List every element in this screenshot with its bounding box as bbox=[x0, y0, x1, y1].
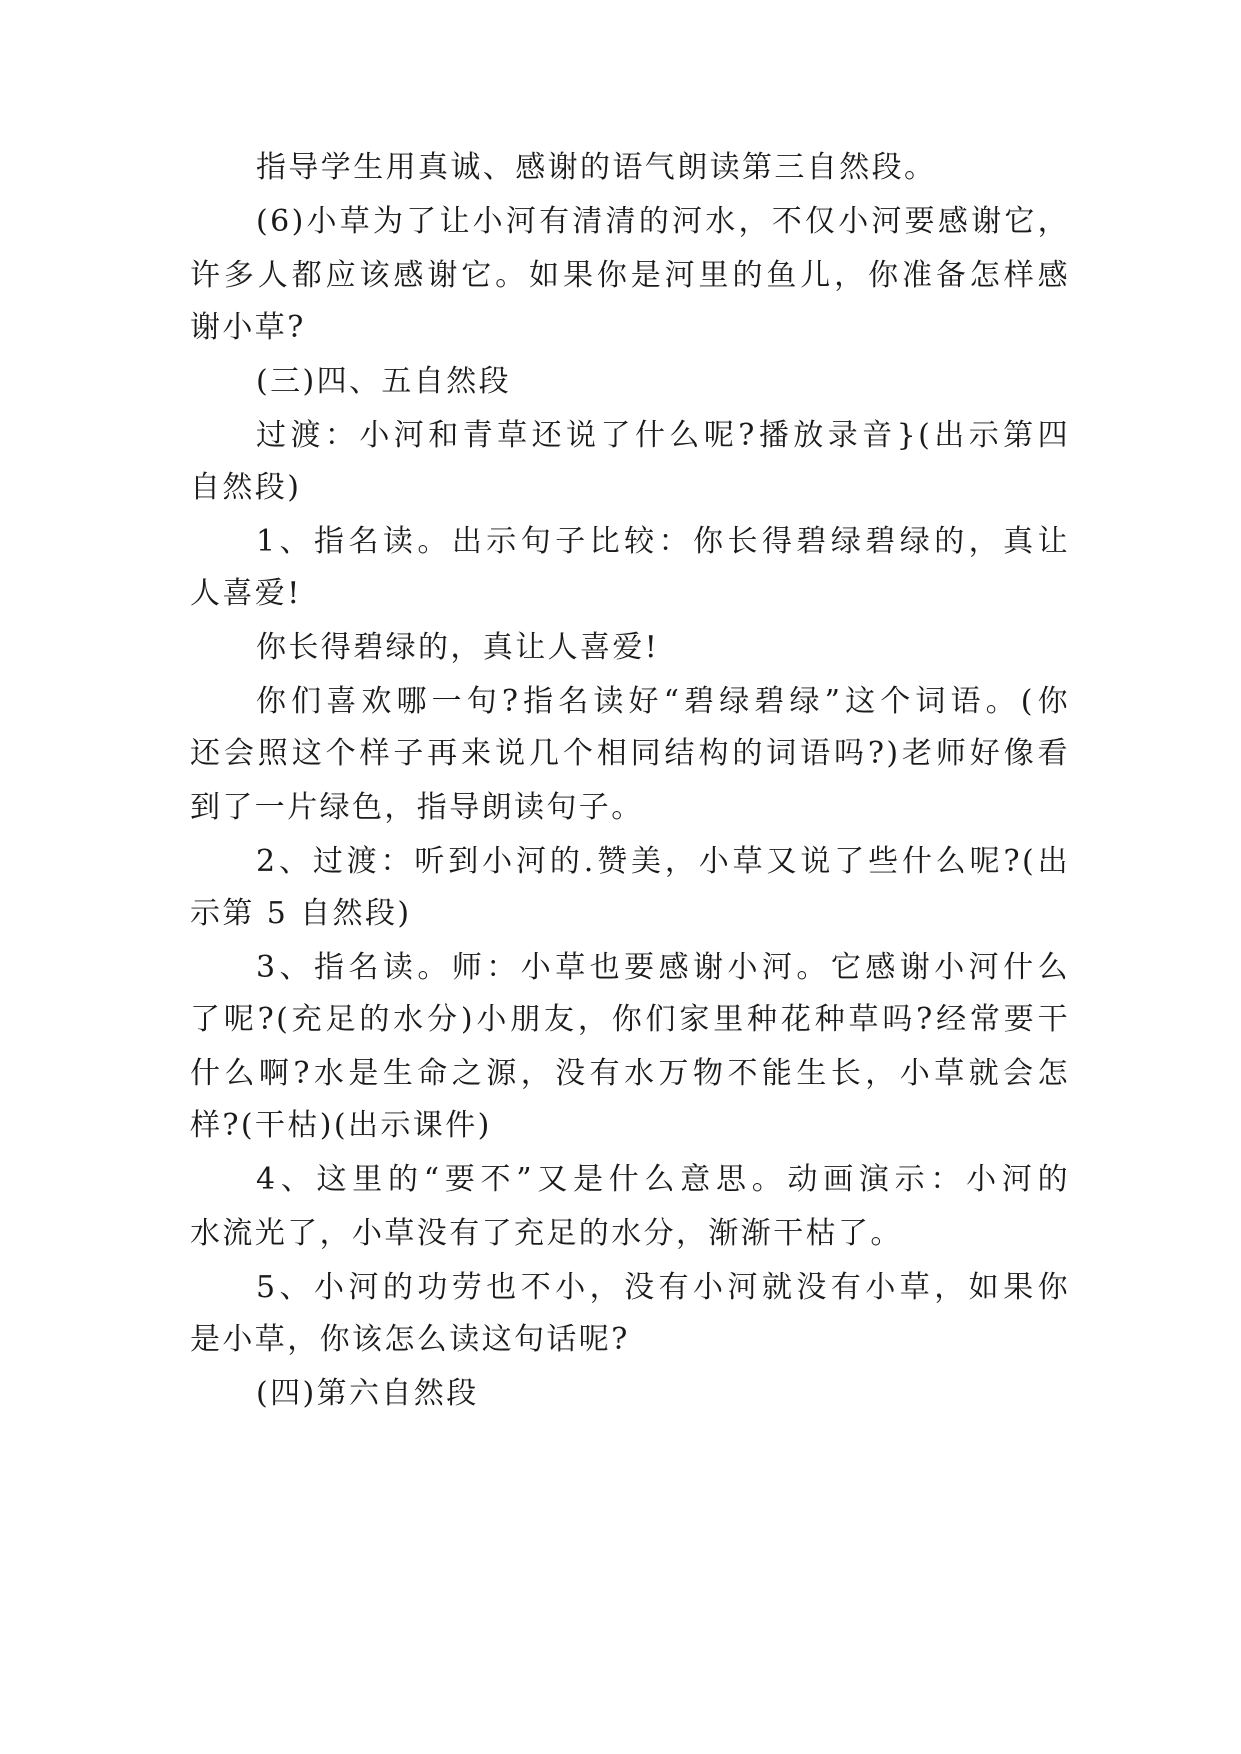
text-line: (6)小草为了让小河有清清的河水，不仅小河要感谢它， bbox=[256, 204, 1070, 239]
text-line: 了呢?(充足的水分)小朋友，你们家里种花种草吗?经常要干 bbox=[190, 1002, 1070, 1037]
section-heading: (三)四、五自然段 bbox=[256, 364, 512, 399]
text-line: 示第 5 自然段) bbox=[190, 896, 412, 931]
text-line: 3、指名读。师：小草也要感谢小河。它感谢小河什么 bbox=[256, 950, 1070, 985]
text-line: 5、小河的功劳也不小，没有小河就没有小草，如果你 bbox=[256, 1270, 1070, 1305]
text-line: 4、这里的“要不”又是什么意思。动画演示：小河的 bbox=[256, 1162, 1070, 1197]
text-line: 1、指名读。出示句子比较：你长得碧绿碧绿的，真让 bbox=[256, 524, 1070, 559]
text-line: 过渡：小河和青草还说了什么呢?播放录音}(出示第四 bbox=[256, 418, 1070, 453]
text-line: 2、过渡：听到小河的.赞美，小草又说了些什么呢?(出 bbox=[256, 844, 1070, 879]
text-line: 水流光了，小草没有了充足的水分，渐渐干枯了。 bbox=[190, 1216, 903, 1251]
section-heading: (四)第六自然段 bbox=[256, 1376, 479, 1411]
text-line: 是小草，你该怎么读这句话呢? bbox=[190, 1322, 630, 1357]
text-line: 你长得碧绿的，真让人喜爱! bbox=[256, 630, 660, 665]
text-line: 自然段) bbox=[190, 470, 302, 505]
text-line: 样?(干枯)(出示课件) bbox=[190, 1108, 492, 1143]
text-line: 你们喜欢哪一句?指名读好“碧绿碧绿”这个词语。(你 bbox=[256, 684, 1070, 719]
text-line: 什么啊?水是生命之源，没有水万物不能生长，小草就会怎 bbox=[190, 1056, 1070, 1091]
text-line: 许多人都应该感谢它。如果你是河里的鱼儿，你准备怎样感 bbox=[190, 258, 1070, 293]
text-line: 人喜爱! bbox=[190, 576, 302, 611]
text-line: 谢小草? bbox=[190, 310, 306, 345]
text-line: 到了一片绿色，指导朗读句子。 bbox=[190, 790, 644, 825]
text-line: 指导学生用真诚、感谢的语气朗读第三自然段。 bbox=[256, 150, 937, 185]
text-line: 还会照这个样子再来说几个相同结构的词语吗?)老师好像看 bbox=[190, 736, 1070, 771]
